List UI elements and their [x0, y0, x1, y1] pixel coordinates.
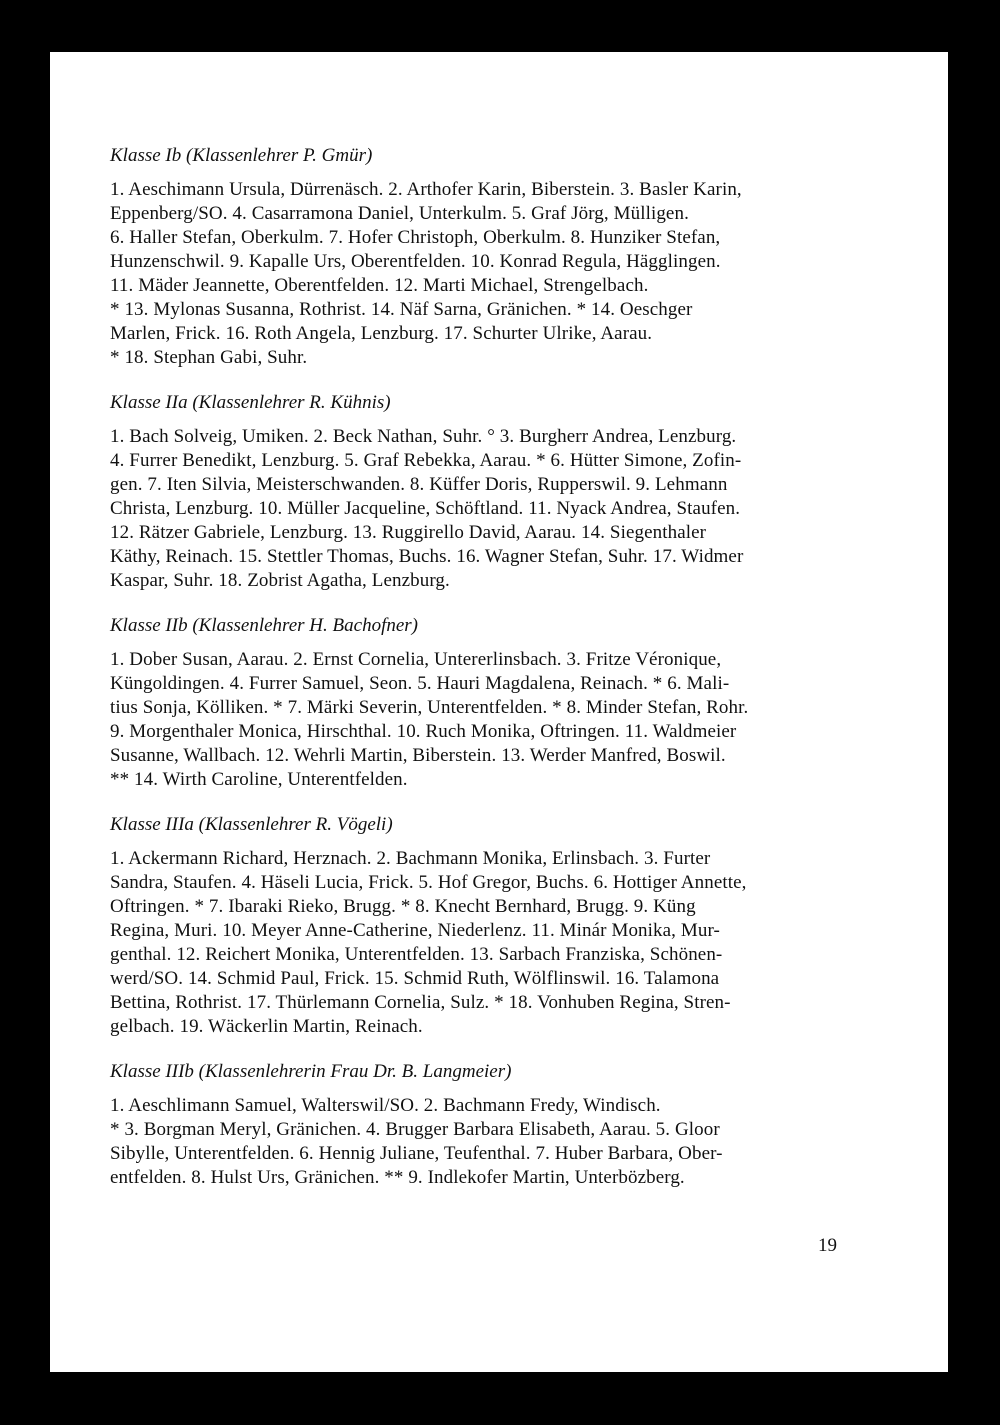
- section-heading: Klasse IIIb (Klassenlehrerin Frau Dr. B. Langmeier): [110, 1061, 512, 1082]
- text-line: entfelden. 8. Hulst Urs, Gränichen. ** 9. Indlekofer Martin, Unterbözberg.: [110, 1167, 685, 1188]
- text-line: 1. Ackermann Richard, Herznach. 2. Bachmann Monika, Erlinsbach. 3. Furter: [110, 848, 711, 869]
- section-klasse-iiia: [110, 813, 840, 1039]
- text-line: Marlen, Frick. 16. Roth Angela, Lenzburg. 17. Schurter Ulrike, Aarau.: [110, 323, 653, 344]
- text-line: ** 14. Wirth Caroline, Unterentfelden.: [110, 769, 408, 790]
- text-line: 12. Rätzer Gabriele, Lenzburg. 13. Ruggirello David, Aarau. 14. Siegenthaler: [110, 522, 707, 543]
- text-line: Christa, Lenzburg. 10. Müller Jacqueline, Schöftland. 11. Nyack Andrea, Staufen.: [110, 498, 741, 519]
- page-number: 19: [818, 1235, 837, 1256]
- section-heading: Klasse IIIa (Klassenlehrer R. Vögeli): [110, 814, 393, 835]
- text-line: tius Sonja, Kölliken. * 7. Märki Severin, Unterentfelden. * 8. Minder Stefan, Rohr.: [110, 697, 749, 718]
- text-line: * 3. Borgman Meryl, Gränichen. 4. Brugger Barbara Elisabeth, Aarau. 5. Gloor: [110, 1119, 720, 1140]
- text-line: Susanne, Wallbach. 12. Wehrli Martin, Biberstein. 13. Werder Manfred, Boswil.: [110, 745, 726, 766]
- section-body: [110, 1094, 840, 1190]
- text-line: 1. Dober Susan, Aarau. 2. Ernst Cornelia, Untererlinsbach. 3. Fritze Véronique,: [110, 649, 722, 670]
- text-line: 11. Mäder Jeannette, Oberentfelden. 12. Marti Michael, Strengelbach.: [110, 275, 649, 296]
- section-body: [110, 178, 840, 370]
- text-line: Käthy, Reinach. 15. Stettler Thomas, Buchs. 16. Wagner Stefan, Suhr. 17. Widmer: [110, 546, 744, 567]
- text-line: Bettina, Rothrist. 17. Thürlemann Cornelia, Sulz. * 18. Vonhuben Regina, Stren-: [110, 992, 731, 1013]
- text-line: Küngoldingen. 4. Furrer Samuel, Seon. 5. Hauri Magdalena, Reinach. * 6. Mali-: [110, 673, 730, 694]
- section-klasse-iib: [110, 614, 840, 792]
- text-line: gelbach. 19. Wäckerlin Martin, Reinach.: [110, 1016, 423, 1037]
- text-line: Sandra, Staufen. 4. Häseli Lucia, Frick. 5. Hof Gregor, Buchs. 6. Hottiger Annette,: [110, 872, 747, 893]
- document-page: [50, 52, 948, 1372]
- text-line: Sibylle, Unterentfelden. 6. Hennig Juliane, Teufenthal. 7. Huber Barbara, Ober-: [110, 1143, 723, 1164]
- section-heading: Klasse IIa (Klassenlehrer R. Kühnis): [110, 392, 391, 413]
- text-line: genthal. 12. Reichert Monika, Unterentfelden. 13. Sarbach Franziska, Schönen-: [110, 944, 723, 965]
- text-line: * 18. Stephan Gabi, Suhr.: [110, 347, 308, 368]
- text-line: gen. 7. Iten Silvia, Meisterschwanden. 8. Küffer Doris, Rupperswil. 9. Lehmann: [110, 474, 728, 495]
- section-body: [110, 425, 840, 593]
- section-klasse-iia: [110, 391, 840, 593]
- text-line: werd/SO. 14. Schmid Paul, Frick. 15. Schmid Ruth, Wölflinswil. 16. Talamona: [110, 968, 720, 989]
- section-body: [110, 847, 840, 1039]
- text-line: 6. Haller Stefan, Oberkulm. 7. Hofer Christoph, Oberkulm. 8. Hunziker Stefan,: [110, 227, 721, 248]
- section-heading: Klasse Ib (Klassenlehrer P. Gmür): [110, 145, 373, 166]
- section-klasse-iiib: [110, 1060, 840, 1190]
- section-klasse-ib: [110, 144, 840, 370]
- text-line: 4. Furrer Benedikt, Lenzburg. 5. Graf Rebekka, Aarau. * 6. Hütter Simone, Zofin-: [110, 450, 742, 471]
- text-line: 1. Aeschimann Ursula, Dürrenäsch. 2. Arthofer Karin, Biberstein. 3. Basler Karin,: [110, 179, 742, 200]
- text-line: Oftringen. * 7. Ibaraki Rieko, Brugg. * 8. Knecht Bernhard, Brugg. 9. Küng: [110, 896, 696, 917]
- text-line: 1. Aeschlimann Samuel, Walterswil/SO. 2. Bachmann Fredy, Windisch.: [110, 1095, 661, 1116]
- text-line: 9. Morgenthaler Monica, Hirschthal. 10. Ruch Monika, Oftringen. 11. Waldmeier: [110, 721, 737, 742]
- text-line: Eppenberg/SO. 4. Casarramona Daniel, Unterkulm. 5. Graf Jörg, Mülligen.: [110, 203, 689, 224]
- text-line: * 13. Mylonas Susanna, Rothrist. 14. Näf Sarna, Gränichen. * 14. Oeschger: [110, 299, 693, 320]
- text-line: Regina, Muri. 10. Meyer Anne-Catherine, Niederlenz. 11. Minár Monika, Mur-: [110, 920, 720, 941]
- section-body: [110, 648, 840, 792]
- class-list-content: [110, 144, 840, 1211]
- text-line: 1. Bach Solveig, Umiken. 2. Beck Nathan, Suhr. ° 3. Burgherr Andrea, Lenzburg.: [110, 426, 737, 447]
- section-heading: Klasse IIb (Klassenlehrer H. Bachofner): [110, 615, 418, 636]
- text-line: Hunzenschwil. 9. Kapalle Urs, Oberentfelden. 10. Konrad Regula, Hägglingen.: [110, 251, 721, 272]
- text-line: Kaspar, Suhr. 18. Zobrist Agatha, Lenzburg.: [110, 570, 450, 591]
